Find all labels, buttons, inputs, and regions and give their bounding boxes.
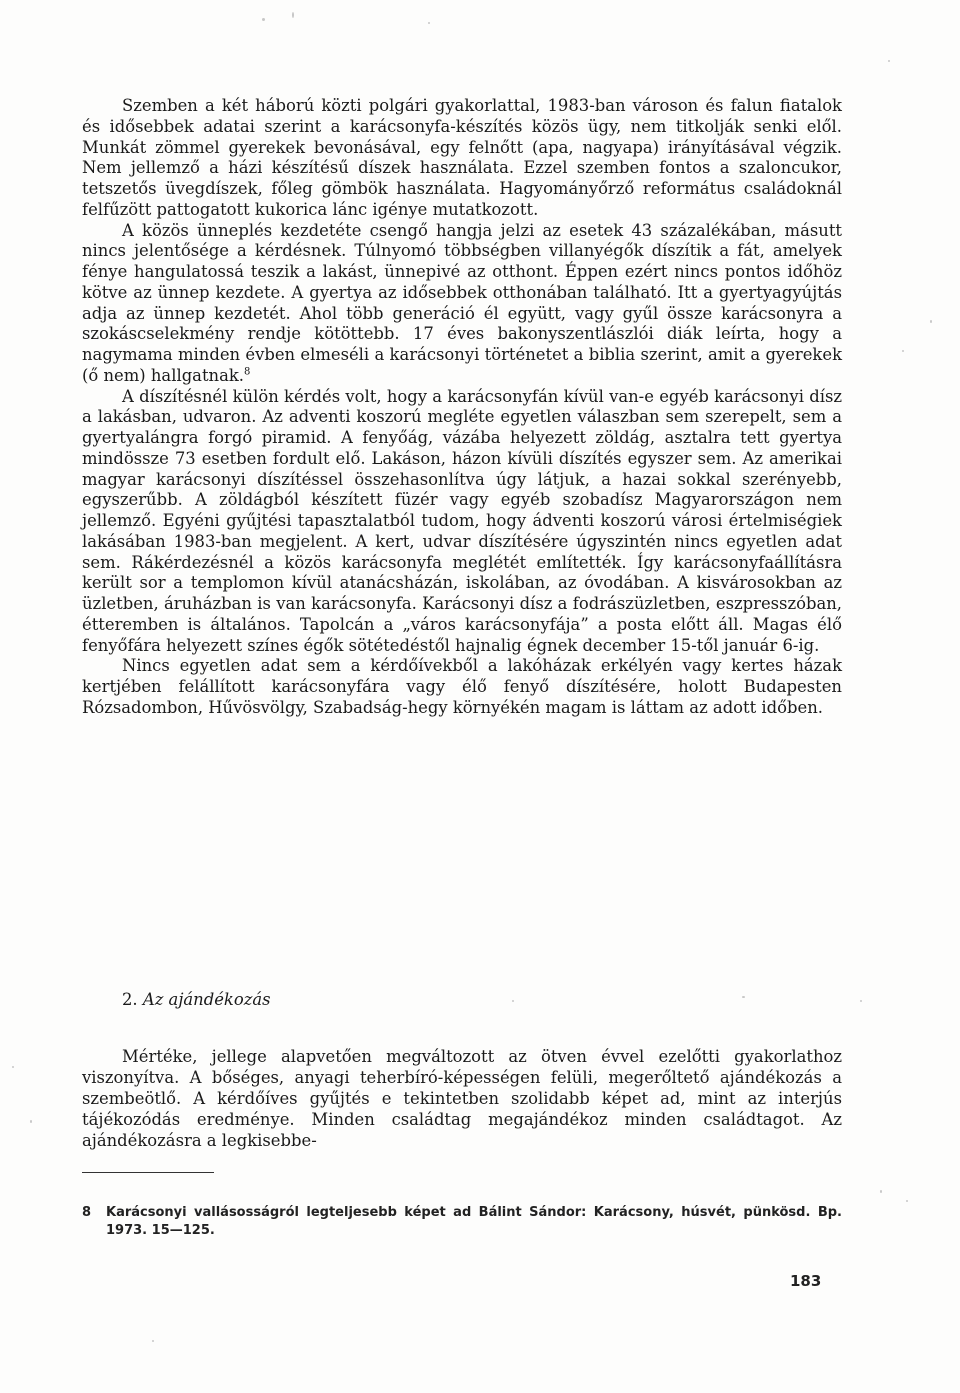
section-number: 2. — [122, 990, 138, 1009]
footnote-divider — [82, 1172, 214, 1173]
scan-speck — [742, 996, 745, 998]
footnote-text: Karácsonyi vallásosságról legteljesebb képet ad Bálint Sándor: Karácsony, húsvét, pünkösd. Bp. 1973. 15—125. — [106, 1205, 842, 1238]
scan-speck — [860, 1000, 862, 1002]
scan-speck — [888, 60, 890, 62]
section-heading — [122, 990, 271, 1009]
scan-speck — [428, 22, 430, 24]
paragraph-3: A díszítésnél külön kérdés volt, hogy a karácsonyfán kívül van-e egyéb karácsonyi dísz a lakásban, udvaron. Az adventi koszorú meglétе egyetlen válaszban sem szerepelt, sem a gyertyalángra forgó piramid. A fenyőág, vázába helyezett zöldág, asztalra tett gyertya mindössze 73 esetben fordult elő. Lakáson, házon kívüli díszítés egyszer sem. Az amerikai magyar karácsonyi díszítéssel összehasonlítva úgy látjuk, a hazai sokkal szerényebb, egyszerűbb. A zöldágból készített füzér vagy egyéb szobadísz Magyarországon nem jellemző. Egyéni gyűjtési tapasztalatból tudom, hogy ádventi koszorú városi értelmiségiek lakásában 1983-ban megjelent. A kert, udvar díszítésére úgyszintén nincs egyetlen adat sem. Rákérdezésnél a közös karácsonyfa meglétét említették. Így karácsonyfaállításra került sor a templomon kívül atanácsházán, iskolában, az óvodában. A kisvárosokban az üzletben, áruházban is van karácsonyfa. Karácsonyi dísz a fodrászüzletben, eszpresszóban, étteremben is általános. Tapolcán a „város karácsonyfája” a posta előtt áll. Magas élő fenyőfára helyezett színes égők sötétedéstől hajnalig égnek december 15-től január 6-ig. — [82, 386, 842, 655]
section-body-text — [82, 1046, 842, 1151]
scan-speck — [906, 1200, 908, 1202]
paragraph-1: Szemben a két háború közti polgári gyakorlattal, 1983-ban városon és falun fiatalok és idősebbek adatai szerint a karácsonyfa-készítés közös ügy, nem titkolják senki elől. Munkát zömmel gyerekek bevonásával, egy felnőtt (apa, nagyapa) irányításával végzik. Nem jellemző a házi készítésű díszek használata. Ezzel szemben fontos a szaloncukor, tetszetős üvegdíszek, főleg gömbök használata. Hagyományőrző református családoknál felfűzött pattogatott kukorica lánc igénye mutatkozott. — [82, 96, 842, 219]
scan-speck — [152, 1340, 154, 1342]
scan-speck — [262, 18, 265, 21]
page-number: 183 — [790, 1272, 822, 1290]
scan-speck — [292, 12, 294, 18]
scan-speck — [512, 1000, 514, 1002]
scan-speck — [902, 350, 904, 352]
scan-speck — [880, 1190, 882, 1193]
body-text — [82, 96, 842, 719]
paragraph-2 — [82, 221, 842, 387]
scan-speck — [12, 1066, 14, 1068]
section-paragraph-1: Mértéke, jellege alapvetően megváltozott az ötven évvel ezelőtti gyakorlathoz viszonyítva. A bőséges, anyagi teherbíró-képességen felüli, megerőltető ajándékozás a szembeötlő. A kérdőíves gyűjtés e tekintetben szolidabb képet ad, mint az interjús tájékozódás eredménye. Minden családtag megajándékoz minden családtagot. Az ajándékozásra a legkisebbe- — [82, 1047, 842, 1150]
scan-speck — [930, 320, 932, 323]
scan-speck — [30, 1120, 32, 1123]
section-title: Az ajándékozás — [142, 990, 271, 1009]
footnote-reference[interactable]: 8 — [244, 366, 251, 378]
footnote-number: 8 — [82, 1205, 92, 1220]
paragraph-4: Nincs egyetlen adat sem a kérdőívekből a lakóházak erkélyén vagy kertes házak kertjében felállított karácsonyfára vagy élő fenyő díszítésére, holott Budapesten Rózsadombon, Hűvösvölgy, Szabadság-hegy környékén magam is láttam az adott időben. — [82, 656, 842, 717]
footnote — [82, 1204, 842, 1240]
paragraph-2-text: A közös ünneplés kezdetéte csengő hangja jelzi az esetek 43 százalékában, másutt nincs jelentősége a kérdésnek. Túlnyomó többségben villanyégők díszítik a fát, amelyek fénye hangulatossá teszik a lakást, ünnepivé az otthont. Éppen ezért nincs pontos időhöz kötve az ünnep kezdete. A gyertya az idősebbek otthonában található. Itt a gyertyagyújtás adja az ünnep kezdetét. Ahol több generáció él együtt, vagy gyűl össze karácsonyra a szokáscselekmény rendje kötöttebb. 17 éves bakonyszentlászlói diák leírta, hogy a nagymama minden évben elmeséli a karácsonyi történetet a biblia szerint, amit a gyerekek (ő nem) hallgatnak. — [82, 220, 842, 385]
